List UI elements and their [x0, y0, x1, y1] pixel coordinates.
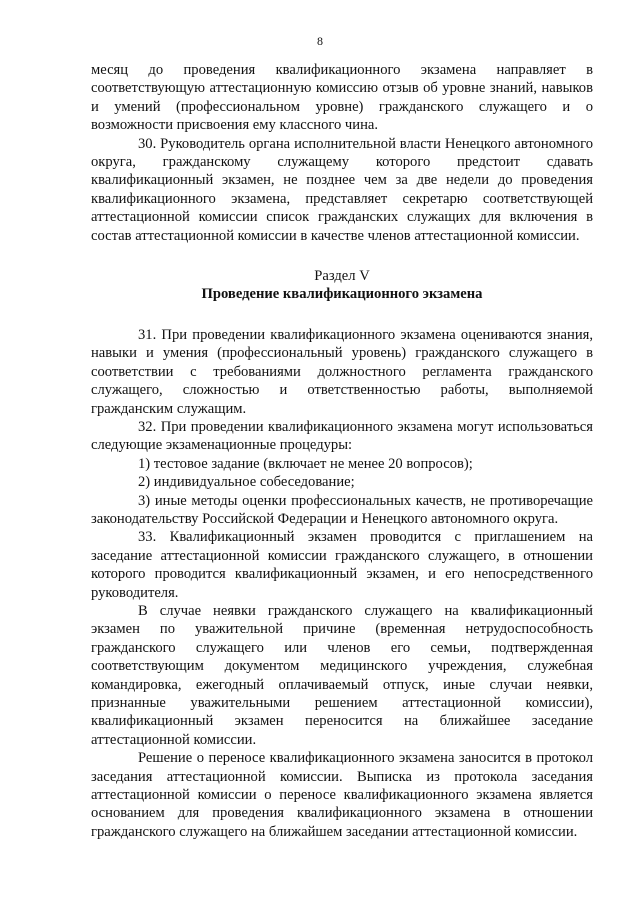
paragraph-p-33-absence: В случае неявки гражданского служащего на квалификационный экзамен по уважительной причине (временная нетрудоспособность гражданского служащего или членов его семьи, подтвержденная соответствующим документом медицинского учреждения, служебная командировка, ежегодный оплачиваемый отпуск, иные случаи неявки, признанные уважительными решением аттестационной комиссии), квалификационный экзамен переносится на ближайшее заседание аттестационной комиссии. [91, 602, 593, 748]
section-title: Проведение квалификационного экзамена [201, 286, 483, 303]
paragraphs-after-section [91, 326, 593, 841]
section-label: Раздел V [314, 268, 370, 285]
paragraph-p-32: 32. При проведении квалификационного экзамена могут использоваться следующие экзаменационные процедуры: [91, 418, 593, 454]
document-body [91, 61, 593, 841]
paragraph-p-32-1: 1) тестовое задание (включает не менее 20 вопросов); [138, 455, 473, 472]
page-number: 8 [317, 34, 323, 48]
paragraph-p-continuation: месяц до проведения квалификационного экзамена направляет в соответствующую аттестационную комиссию отзыв об уровне знаний, навыков и умений (профессиональном уровне) гражданского служащего и о возможности присвоения ему классного чина. [91, 62, 593, 134]
paragraphs-before-section [91, 61, 593, 245]
paragraph-p-33-decision: Решение о переносе квалификационного экзамена заносится в протокол заседания аттестационной комиссии. Выписка из протокола заседания аттестационной комиссии о переносе квалификационного экзамена является основанием для проведения квалификационного экзамена в отношении гражданского служащего на ближайшем заседании аттестационной комиссии. [91, 750, 593, 840]
paragraph-p-32-2: 2) индивидуальное собеседование; [138, 474, 355, 491]
section-heading [91, 267, 593, 304]
paragraph-p-31: 31. При проведении квалификационного экзамена оцениваются знания, навыки и умения (профессиональный уровень) гражданского служащего в соответствии с требованиями должностного регламента гражданского служащего, сложностью и ответственностью работы, выполняемой гражданским служащим. [91, 326, 593, 417]
paragraph-p-32-3: 3) иные методы оценки профессиональных качеств, не противоречащие законодательству Российской Федерации и Ненецкого автономного округа. [91, 492, 593, 527]
paragraph-p-33: 33. Квалификационный экзамен проводится с приглашением на заседание аттестационной комиссии гражданского служащего, в отношении которого проводится квалификационный экзамен, и его непосредственного руководителя. [91, 529, 593, 601]
paragraph-p-30: 30. Руководитель органа исполнительной власти Ненецкого автономного округа, гражданскому служащему которого предстоит сдавать квалификационный экзамен, не позднее чем за две недели до проведения квалификационного экзамена, представляет секретарю соответствующей аттестационной комиссии список гражданских служащих для включения в состав аттестационной комиссии в качестве членов аттестационной комиссии. [91, 135, 593, 244]
